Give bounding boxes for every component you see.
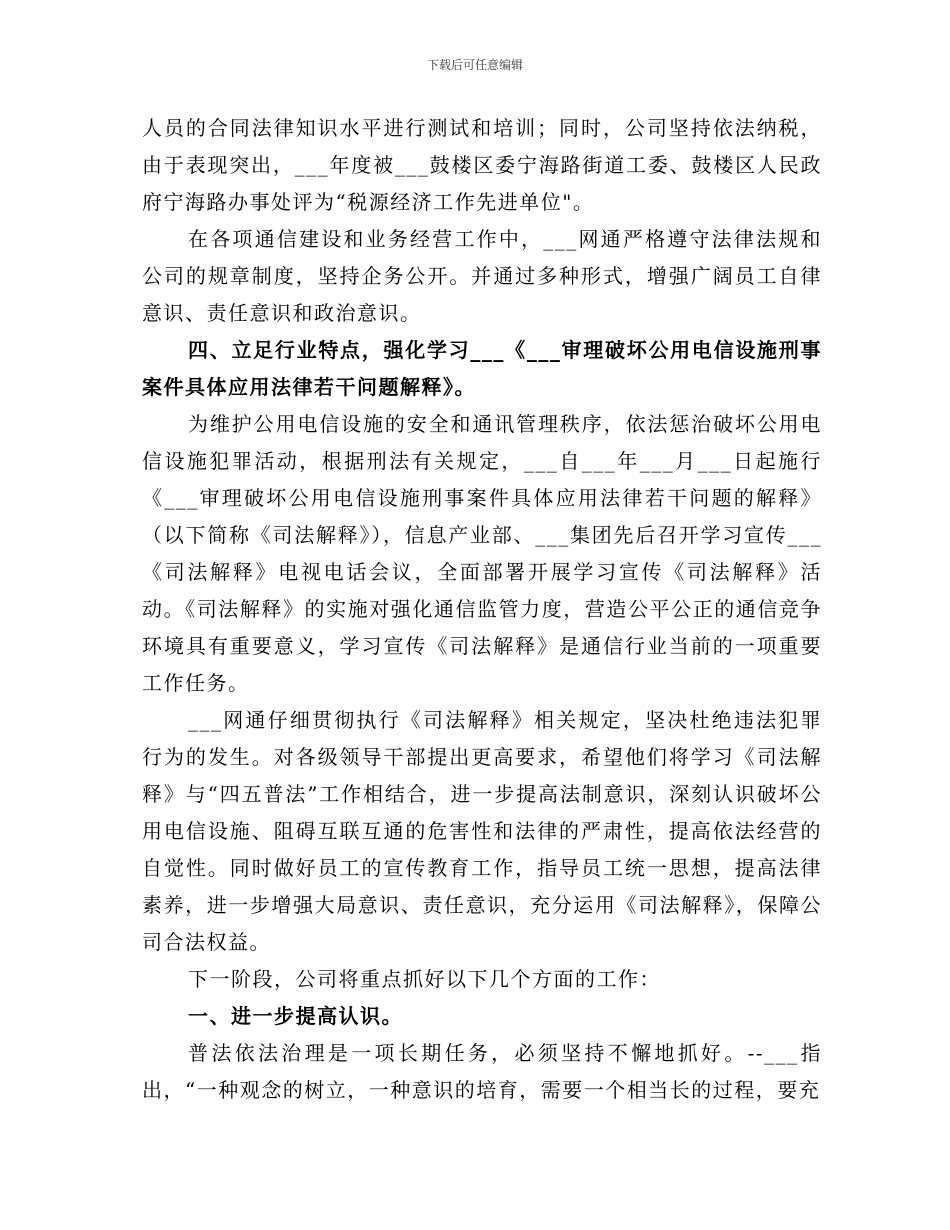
paragraph-5: 下一阶段，公司将重点抓好以下几个方面的工作：	[188, 967, 661, 991]
section-heading-4: 四、立足行业特点，强化学习___《___审理破坏公用电信设施刑事案件具体应用法律若干问题解释》。	[142, 338, 822, 399]
document-body	[142, 110, 822, 1109]
paragraph-2: 在各项通信建设和业务经营工作中，___网通严格遵守法律法规和公司的规章制度，坚持企务公开。并通过多种形式，增强广阔员工自律意识、责任意识和政治意识。	[142, 227, 822, 325]
paragraph-4: ___网通仔细贯彻执行《司法解释》相关规定，坚决杜绝违法犯罪行为的发生。对各级领导干部提出更高要求，希望他们将学习《司法解释》与“四五普法”工作相结合，进一步提高法制意识，深刻认识破坏公用电信设施、阻碍互联互通的危害性和法律的严肃性，提高依法经营的自觉性。同时做好员工的宣传教育工作，指导员工统一思想，提高法律素养，进一步增强大局意识、责任意识，充分运用《司法解释》，保障公司合法权益。	[142, 708, 822, 954]
paragraph-6: 普法依法治理是一项长期任务，必须坚持不懈地抓好。--___指出，“一种观念的树立，一种意识的培育，需要一个相当长的过程，要充	[142, 1041, 822, 1102]
paragraph-3: 为维护公用电信设施的安全和通讯管理秩序，依法惩治破坏公用电信设施犯罪活动，根据刑法有关规定，___自___年___月___日起施行《___审理破坏公用电信设施刑事案件具体应用法律若干问题的解释》（以下简称《司法解释》），信息产业部、___集团先后召开学习宣传___《司法解释》电视电话会议，全面部署开展学习宣传《司法解释》活动。《司法解释》的实施对强化通信监管力度，营造公平公正的通信竞争环境具有重要意义，学习宣传《司法解释》是通信行业当前的一项重要工作任务。	[142, 412, 822, 695]
page-header: 下载后可任意编辑	[426, 58, 523, 72]
paragraph-1: 人员的合同法律知识水平进行测试和培训；同时，公司坚持依法纳税，由于表现突出，___年度被___鼓楼区委宁海路街道工委、鼓楼区人民政府宁海路办事处评为“税源经济工作先进单位"。	[142, 116, 822, 214]
section-heading-1: 一、进一步提高认识。	[188, 1004, 403, 1028]
